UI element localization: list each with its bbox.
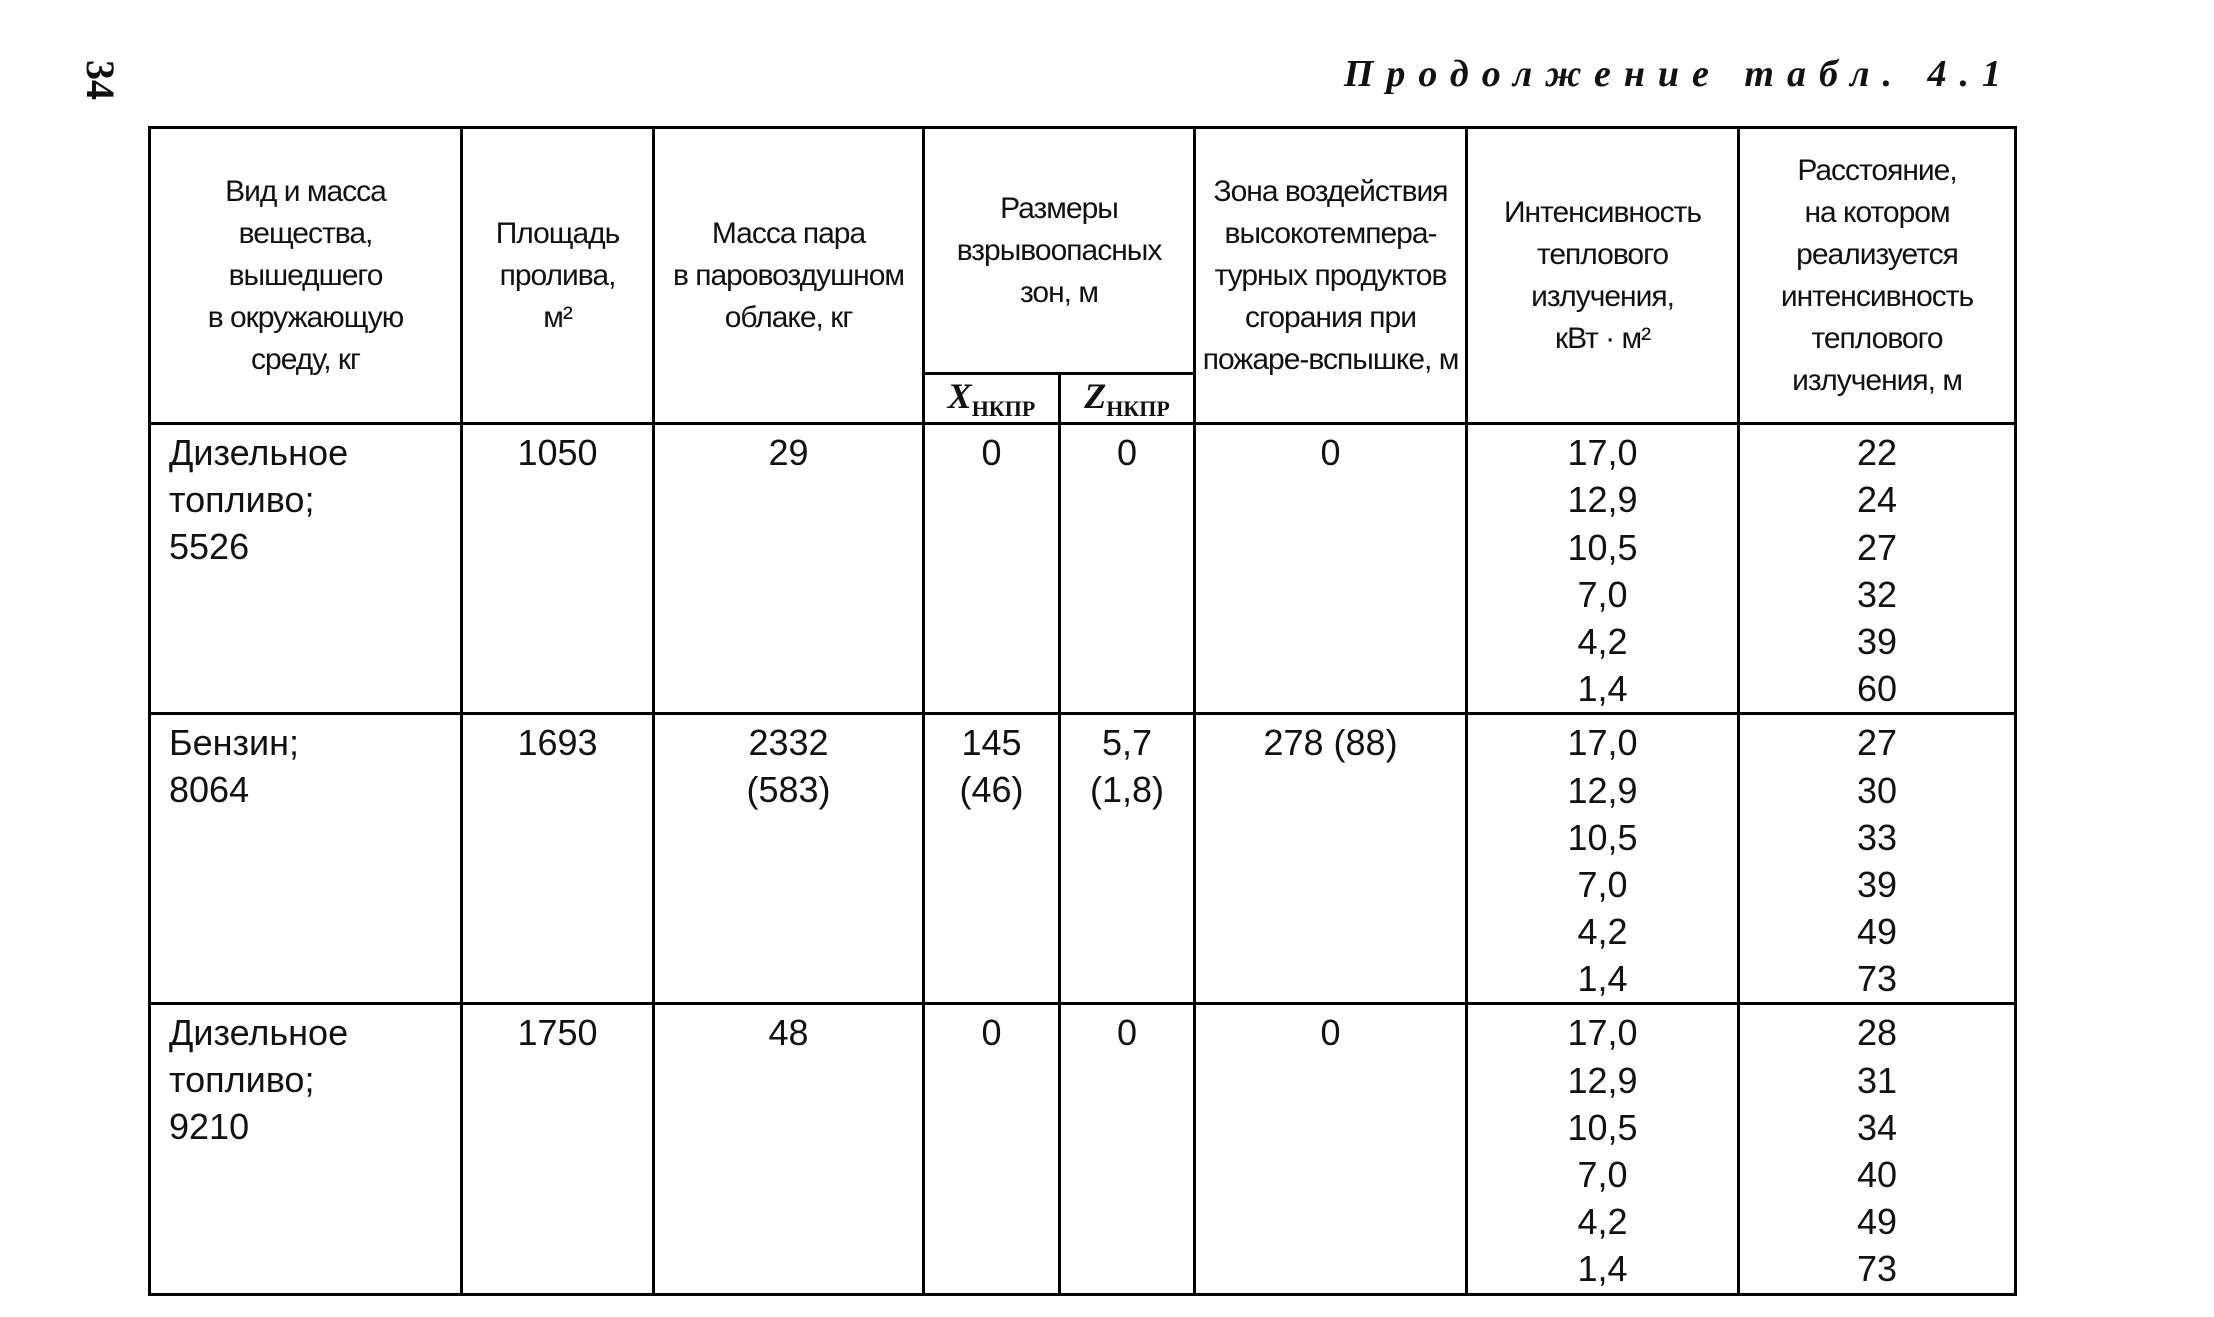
fire-zone-cell: 0 [1195, 424, 1467, 714]
header-line: Интенсивность [1503, 195, 1702, 229]
header-line: на котором [1804, 195, 1950, 229]
header-line: Масса пара [711, 216, 866, 250]
header-line: Расстояние, [1797, 153, 1957, 187]
table-row [150, 424, 2016, 714]
distance-cell-line: 39 [1856, 620, 1898, 662]
intensity-cell-line: 4,2 [1577, 1201, 1628, 1243]
substance-cell-line: Бензин; [169, 722, 300, 764]
intensity-cell-line: 17,0 [1567, 722, 1638, 764]
distance-cell-line: 31 [1856, 1059, 1898, 1101]
intensity-cell-line: 7,0 [1577, 863, 1628, 905]
header-distance [1739, 128, 2016, 424]
substance-cell [150, 424, 462, 714]
distance-cell-line: 30 [1856, 769, 1898, 811]
intensity-cell-line: 7,0 [1577, 573, 1628, 615]
substance-cell-line: Дизельное [169, 432, 349, 474]
substance-cell [150, 1004, 462, 1294]
header-line: интенсивность [1780, 279, 1974, 313]
intensity-cell [1467, 1004, 1739, 1294]
header-line: Размеры [1000, 191, 1118, 225]
distance-cell [1739, 1004, 2016, 1294]
distance-cell-line: 73 [1856, 958, 1898, 1000]
substance-cell-line: топливо; [169, 1059, 315, 1101]
intensity-cell-line: 17,0 [1567, 1012, 1638, 1054]
area-cell: 1693 [462, 714, 654, 1004]
header-intensity [1467, 128, 1739, 424]
intensity-cell-line: 10,5 [1567, 1106, 1638, 1148]
distance-cell-line: 49 [1856, 1201, 1898, 1243]
intensity-cell-line: 4,2 [1577, 620, 1628, 662]
header-line: теплового [1536, 237, 1669, 271]
header-line: сгорания при [1245, 300, 1416, 334]
intensity-cell-line: 1,4 [1577, 958, 1628, 1000]
header-line: вышедшего [228, 258, 383, 292]
header-line: пожаре-вспышке, м [1202, 342, 1459, 376]
header-x-nkpr: $X_{НКПР}$ [924, 374, 1060, 424]
header-line: кВт · м² [1554, 321, 1651, 355]
x-nkpr-cell-line: 145 [961, 722, 1022, 764]
z-nkpr-cell-line: 0 [1116, 432, 1138, 474]
distance-cell [1739, 714, 2016, 1004]
header-line: реализуется [1796, 237, 1958, 271]
table-row [150, 1004, 2016, 1294]
table-row [150, 714, 2016, 1004]
distance-cell-line: 49 [1856, 911, 1898, 953]
x-nkpr-cell-line: 0 [981, 432, 1002, 474]
distance-cell-line: 32 [1856, 573, 1898, 615]
header-line: зон, м [1020, 275, 1098, 309]
intensity-cell-line: 4,2 [1577, 911, 1628, 953]
header-line: взрывоопасных [956, 233, 1162, 267]
x-nkpr-cell [924, 714, 1060, 1004]
intensity-cell-line: 10,5 [1567, 526, 1638, 568]
header-line: теплового [1811, 321, 1943, 355]
intensity-cell-line: 17,0 [1567, 432, 1638, 474]
header-area [462, 128, 654, 424]
distance-cell-line: 73 [1856, 1248, 1898, 1290]
header-substance [150, 128, 462, 424]
vapor-mass-cell-line: 2332 [748, 722, 829, 764]
area-cell: 1750 [462, 1004, 654, 1294]
substance-cell-line: 9210 [169, 1106, 250, 1148]
fire-zone-cell: 278 (88) [1195, 714, 1467, 1004]
z-nkpr-cell [1060, 1004, 1195, 1294]
header-line: в окружающую [207, 300, 404, 334]
z-nkpr-cell-line: (1,8) [1089, 769, 1165, 811]
vapor-mass-cell [654, 714, 924, 1004]
header-line: в паровоздушном [672, 258, 905, 292]
page-number: 34 [78, 60, 123, 100]
header-line: излучения, м [1792, 363, 1962, 397]
distance-cell [1739, 424, 2016, 714]
substance-cell-line: топливо; [169, 479, 315, 521]
intensity-cell [1467, 424, 1739, 714]
z-nkpr-cell [1060, 714, 1195, 1004]
header-line: среду, кг [251, 342, 360, 376]
z-nkpr-cell [1060, 424, 1195, 714]
x-nkpr-cell [924, 424, 1060, 714]
header-line: высокотемпера- [1224, 216, 1437, 250]
distance-cell-line: 24 [1856, 479, 1898, 521]
data-table [148, 126, 2017, 1296]
x-nkpr-cell-line: 0 [981, 1012, 1002, 1054]
intensity-cell-line: 1,4 [1577, 668, 1628, 710]
distance-cell-line: 28 [1856, 1012, 1898, 1054]
substance-cell-line: 8064 [169, 769, 250, 811]
distance-cell-line: 27 [1856, 526, 1898, 568]
intensity-cell-line: 10,5 [1567, 816, 1638, 858]
z-nkpr-cell-line: 5,7 [1101, 722, 1153, 764]
vapor-mass-cell-line: 48 [768, 1012, 809, 1054]
header-line: излучения, [1531, 279, 1674, 313]
distance-cell-line: 39 [1856, 863, 1898, 905]
header-zones [924, 128, 1195, 374]
header-line: Зона воздействия [1213, 174, 1448, 208]
z-nkpr-cell-line: 0 [1116, 1012, 1138, 1054]
intensity-cell-line: 12,9 [1567, 479, 1638, 521]
vapor-mass-cell-line: 29 [768, 432, 809, 474]
intensity-cell-line: 1,4 [1577, 1248, 1628, 1290]
header-line: Вид и масса вещества, [225, 174, 386, 250]
header-z-nkpr: $Z_{НКПР}$ [1060, 374, 1195, 424]
distance-cell-line: 40 [1856, 1154, 1898, 1195]
substance-cell-line: Дизельное [169, 1012, 349, 1054]
header-fire-zone [1195, 128, 1467, 424]
intensity-cell-line: 12,9 [1567, 769, 1638, 811]
vapor-mass-cell-line: (583) [746, 769, 831, 811]
distance-cell-line: 22 [1856, 432, 1898, 474]
intensity-cell [1467, 714, 1739, 1004]
area-cell: 1050 [462, 424, 654, 714]
distance-cell-line: 60 [1856, 668, 1898, 710]
header-line: турных продуктов [1214, 258, 1447, 292]
header-line: пролива, [499, 258, 616, 292]
x-nkpr-cell [924, 1004, 1060, 1294]
substance-cell [150, 714, 462, 1004]
header-line: облаке, кг [724, 300, 853, 334]
header-vapor-mass [654, 128, 924, 424]
distance-cell-line: 34 [1856, 1106, 1898, 1148]
intensity-cell-line: 7,0 [1577, 1154, 1628, 1195]
table-continuation-title: Продолжение табл. 4.1 [1343, 53, 2014, 95]
vapor-mass-cell [654, 424, 924, 714]
vapor-mass-cell [654, 1004, 924, 1294]
header-line: Площадь [495, 216, 620, 250]
distance-cell-line: 33 [1856, 816, 1898, 858]
substance-cell-line: 5526 [169, 526, 250, 568]
x-nkpr-cell-line: (46) [959, 769, 1024, 811]
distance-cell-line: 27 [1856, 722, 1898, 764]
header-line: м² [543, 300, 572, 334]
fire-zone-cell: 0 [1195, 1004, 1467, 1294]
intensity-cell-line: 12,9 [1567, 1059, 1638, 1101]
